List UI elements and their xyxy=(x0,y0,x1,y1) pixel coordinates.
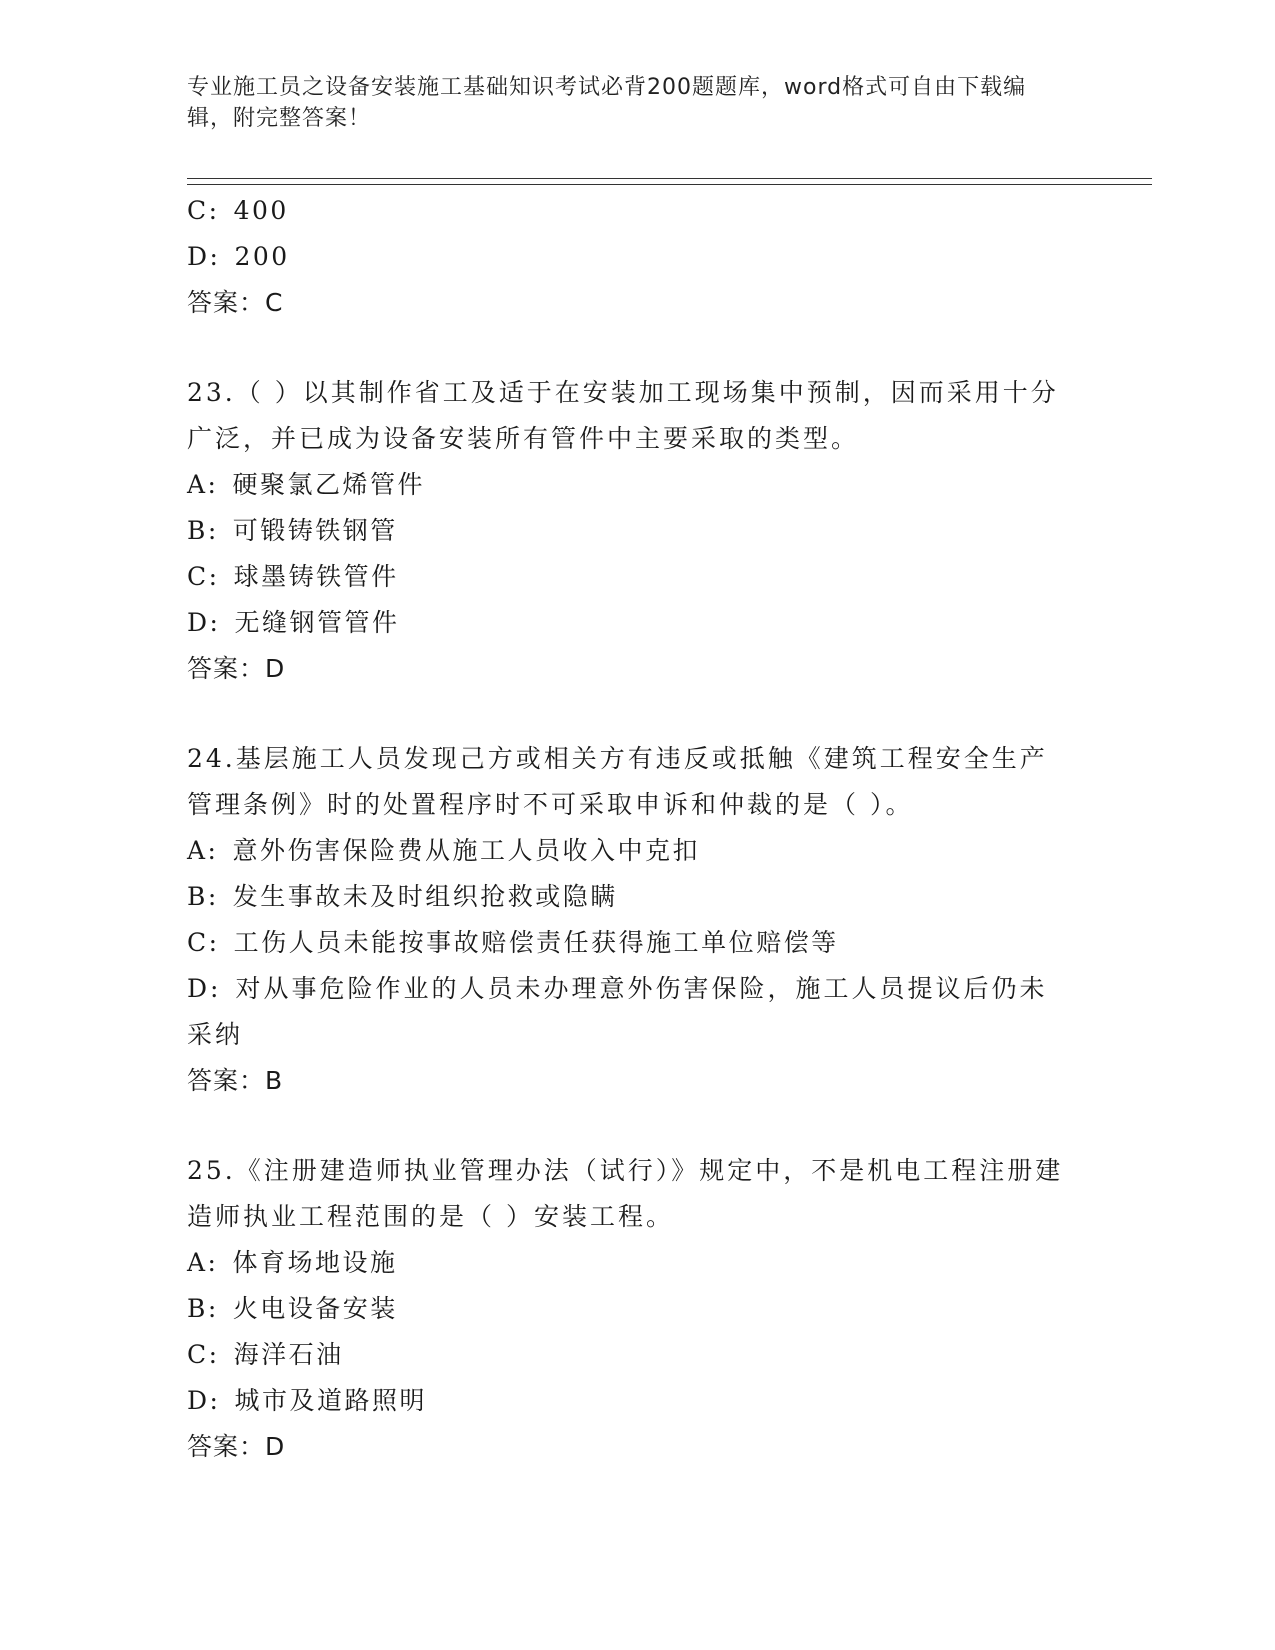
option-text: 海洋石油 xyxy=(233,1340,344,1369)
question-stem: 24.基层施工人员发现己方或相关方有违反或抵触《建筑工程安全生产管理条例》时的处置程序时不可采取申诉和仲裁的是（ ）。 xyxy=(187,744,1048,819)
option-a xyxy=(187,1240,1067,1286)
spacer xyxy=(187,692,1067,736)
option-label: D: xyxy=(187,242,221,271)
question-stem: 23.（ ）以其制作省工及适于在安装加工现场集中预制，因而采用十分广泛，并已成为设备安装所有管件中主要采取的类型。 xyxy=(187,378,1059,453)
spacer xyxy=(187,1104,1067,1148)
option-c xyxy=(187,920,1067,966)
option-d xyxy=(187,1378,1067,1424)
option-a xyxy=(187,828,1067,874)
option-text: 体育场地设施 xyxy=(232,1248,398,1277)
option-c xyxy=(187,188,1067,234)
option-label: B: xyxy=(187,516,219,545)
option-text: 400 xyxy=(233,196,289,225)
option-c xyxy=(187,554,1067,600)
option-text: 无缝钢管管件 xyxy=(234,608,400,637)
option-b xyxy=(187,508,1067,554)
option-a xyxy=(187,462,1067,508)
header-divider-bottom xyxy=(187,184,1152,185)
question-24 xyxy=(187,736,1067,1104)
option-c xyxy=(187,1332,1067,1378)
option-label: A: xyxy=(187,470,219,499)
option-label: D: xyxy=(187,974,222,1003)
option-text: 200 xyxy=(234,242,290,271)
option-label: C: xyxy=(187,928,220,957)
option-label: A: xyxy=(187,836,219,865)
option-label: D: xyxy=(187,608,221,637)
option-b xyxy=(187,1286,1067,1332)
question-25 xyxy=(187,1148,1067,1470)
option-d xyxy=(187,966,1067,1058)
spacer xyxy=(187,326,1067,370)
option-label: A: xyxy=(187,1248,219,1277)
document-header xyxy=(187,72,1067,134)
question-list xyxy=(187,188,1067,1470)
answer-line: 答案：D xyxy=(187,654,286,683)
option-text: 火电设备安装 xyxy=(232,1294,398,1323)
option-text: 发生事故未及时组织抢救或隐瞒 xyxy=(232,882,618,911)
option-label: C: xyxy=(187,196,220,225)
question-23 xyxy=(187,370,1067,692)
option-text: 城市及道路照明 xyxy=(234,1386,427,1415)
option-text: 意外伤害保险费从施工人员收入中克扣 xyxy=(232,836,700,865)
option-text: 球墨铸铁管件 xyxy=(233,562,399,591)
option-d xyxy=(187,234,1067,280)
header-divider-top xyxy=(187,178,1152,179)
option-label: D: xyxy=(187,1386,221,1415)
option-text: 硬聚氯乙烯管件 xyxy=(232,470,425,499)
option-b xyxy=(187,874,1067,920)
option-text: 工伤人员未能按事故赔偿责任获得施工单位赔偿等 xyxy=(233,928,839,957)
header-title: 专业施工员之设备安装施工基础知识考试必背200题题库，word格式可自由下载编辑，附完整答案！ xyxy=(187,75,1027,131)
option-label: B: xyxy=(187,1294,219,1323)
option-d xyxy=(187,600,1067,646)
option-label: C: xyxy=(187,1340,220,1369)
option-label: B: xyxy=(187,882,219,911)
answer-line: 答案：D xyxy=(187,1432,286,1461)
option-text: 可锻铸铁钢管 xyxy=(232,516,398,545)
question-stem: 25.《注册建造师执业管理办法（试行）》规定中，不是机电工程注册建造师执业工程范围的是（ ）安装工程。 xyxy=(187,1156,1064,1231)
option-text: 对从事危险作业的人员未办理意外伤害保险，施工人员提议后仍未采纳 xyxy=(187,974,1048,1049)
option-label: C: xyxy=(187,562,220,591)
answer-line: 答案：C xyxy=(187,288,284,317)
prev-question xyxy=(187,188,1067,326)
answer-line: 答案：B xyxy=(187,1066,284,1095)
